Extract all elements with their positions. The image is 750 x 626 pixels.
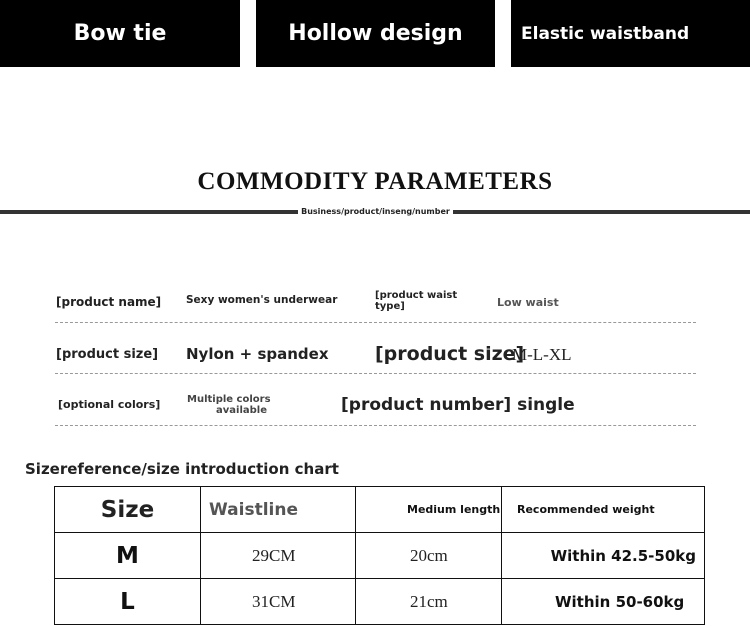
cell-size: L bbox=[55, 579, 201, 625]
param-value-colors bbox=[187, 394, 271, 416]
cell-waistline: 29CM bbox=[201, 533, 356, 579]
param-value-waist-type: Low waist bbox=[497, 296, 559, 309]
banner-label: Hollow design bbox=[288, 21, 463, 46]
param-row-colors bbox=[55, 385, 696, 426]
section-title: COMMODITY PARAMETERS bbox=[197, 168, 553, 195]
banner-label: Bow tie bbox=[73, 21, 167, 46]
header-recommended-weight: Recommended weight bbox=[502, 487, 705, 533]
param-label-waist-type: [product waist type] bbox=[375, 290, 458, 312]
banner-bow-tie bbox=[0, 0, 240, 67]
header-size: Size bbox=[55, 487, 201, 533]
section-subtitle: Business/product/inseng/number bbox=[301, 207, 450, 216]
cell-size: M bbox=[55, 533, 201, 579]
header-waistline: Waistline bbox=[201, 487, 356, 533]
banner-elastic-waistband bbox=[511, 0, 750, 67]
table-row bbox=[55, 579, 705, 625]
param-label-product-number: [product number] single bbox=[341, 395, 575, 415]
param-value-material: Nylon + spandex bbox=[186, 345, 329, 363]
param-row-name bbox=[55, 285, 696, 323]
param-label-product-name: [product name] bbox=[56, 295, 162, 309]
table-header-row bbox=[55, 487, 705, 533]
param-value-sizes: M-L-XL bbox=[512, 345, 572, 364]
banner-hollow-design bbox=[256, 0, 495, 67]
divider-left bbox=[0, 210, 298, 214]
divider-right bbox=[453, 210, 750, 214]
cell-length: 20cm bbox=[356, 533, 502, 579]
param-value-colors-line1: Multiple colors bbox=[187, 394, 271, 405]
size-chart-caption: Sizereference/size introduction chart bbox=[25, 460, 339, 478]
banner-label: Elastic waistband bbox=[521, 23, 690, 44]
cell-length: 21cm bbox=[356, 579, 502, 625]
table-row bbox=[55, 533, 705, 579]
header-medium-length: Medium length bbox=[356, 487, 502, 533]
param-value-colors-line2: available bbox=[216, 405, 267, 416]
cell-waistline: 31CM bbox=[201, 579, 356, 625]
size-chart-table bbox=[54, 486, 705, 625]
param-value-product-name: Sexy women's underwear bbox=[186, 294, 338, 306]
param-label-optional-colors: [optional colors] bbox=[58, 398, 161, 411]
cell-weight: Within 50-60kg bbox=[502, 579, 705, 625]
cell-weight: Within 42.5-50kg bbox=[502, 533, 705, 579]
param-row-size bbox=[55, 335, 696, 374]
param-label-product-size: [product size] bbox=[56, 347, 159, 362]
param-label-product-size-2: [product size] bbox=[375, 343, 525, 365]
